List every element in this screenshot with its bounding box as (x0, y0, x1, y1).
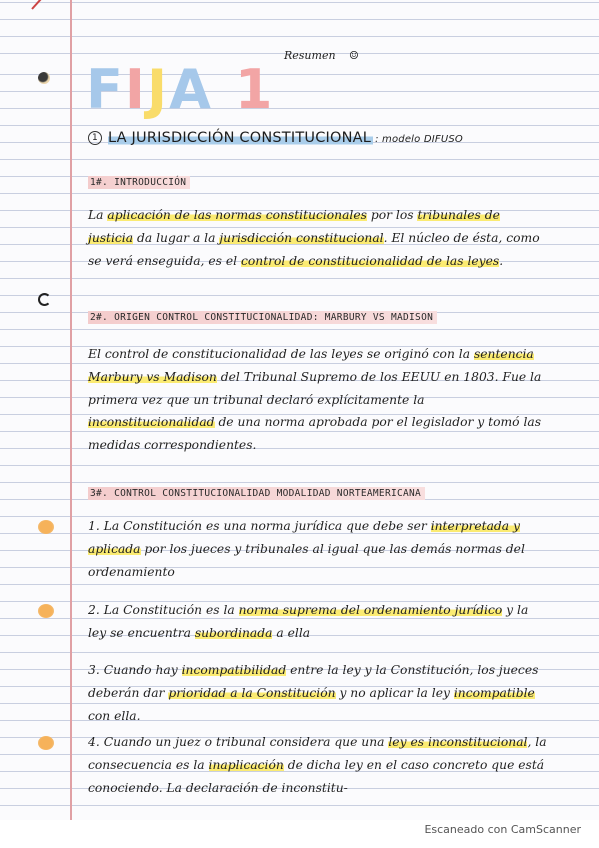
list-item-number: 4. (88, 735, 100, 749)
text-run: entre la ley y la Constitución, los jueces deberán dar (88, 663, 539, 700)
highlighted-text: prioridad a la Constitución (168, 685, 336, 700)
text-run: Cuando un juez o tribunal considera que una (103, 735, 389, 749)
binder-hole (38, 72, 50, 84)
heading-subtitle: : modelo DIFUSO (375, 134, 463, 145)
text-run: La Constitución es una norma jurídica que debe ser (103, 519, 431, 533)
text-run: Cuando hay (103, 663, 182, 677)
highlighted-text: norma suprema del ordenamiento jurídico (238, 603, 503, 617)
highlighted-text: incompatibilidad (181, 663, 287, 677)
highlighted-text: ley es inconstitucional (388, 735, 528, 749)
section-heading-introduccion: 1#. INTRODUCCIÓN (88, 176, 190, 189)
highlighted-text: sentencia Marbury vs Madison (88, 347, 534, 384)
list-item (88, 515, 548, 583)
list-item (88, 659, 548, 727)
scanner-watermark: Escaneado con CamScanner (424, 823, 581, 836)
text-run: por los (366, 208, 418, 222)
text-run: El control de constitucionalidad de las leyes se originó con la (88, 347, 474, 361)
text-run: da lugar a la (133, 230, 220, 245)
title-letter: 1 (234, 58, 275, 121)
highlighted-text: control de constitucionalidad de las leyes (241, 253, 500, 268)
binder-hole (38, 293, 51, 306)
paragraph-origen (88, 343, 548, 457)
title-letter: J (146, 58, 170, 121)
list-item (88, 731, 548, 799)
text-run: por los jueces y tribunales al igual que las demás normas del ordenamiento (88, 541, 525, 579)
text-run: y no aplicar la ley (335, 685, 454, 700)
text-run: y la ley se encuentra (88, 603, 529, 640)
text-run: . (499, 253, 504, 268)
fija-title (86, 58, 275, 121)
paragraph-introduccion (88, 204, 548, 272)
list-item-number: 3. (88, 663, 100, 677)
list-item-number: 1. (88, 519, 100, 533)
margin-line (70, 0, 72, 820)
text-run: de una norma aprobada por el legislador y tomó las medidas correspondientes. (88, 415, 542, 453)
list-item (88, 599, 548, 645)
highlighted-text: jurisdicción constitucional (219, 230, 384, 245)
heading-number: 1 (88, 131, 102, 145)
resumen-label: Resumen (284, 49, 336, 62)
smiley-icon: ☺ (349, 49, 359, 62)
highlighted-text: inconstitucionalidad (88, 415, 215, 430)
title-letter: A (169, 58, 213, 121)
text-run: a ella (272, 625, 311, 640)
main-heading (88, 130, 558, 146)
highlighted-text: inaplicación (208, 757, 284, 772)
heading-text: LA JURISDICCIÓN CONSTITUCIONAL (108, 130, 372, 146)
text-run: del Tribunal Supremo de los EEUU en 1803. Fue la primera vez que un tribunal declaró explícitamente la (88, 369, 542, 407)
highlighted-text: subordinada (194, 625, 273, 640)
text-run: con ella. (88, 708, 141, 723)
resumen-note (284, 49, 359, 62)
text-run: . El núcleo de ésta, como se verá enseguida, es el (88, 230, 540, 268)
binder-hole (38, 520, 54, 534)
highlighted-text: incompatible (453, 685, 535, 700)
text-run: , la consecuencia es la (88, 735, 547, 772)
title-letter: I (124, 58, 147, 121)
binder-hole (38, 736, 54, 750)
highlighted-text: interpretada y aplicada (88, 519, 520, 556)
text-run: La (88, 208, 108, 222)
list-item-number: 2. (88, 603, 100, 617)
section-heading-modalidad: 3#. CONTROL CONSTITUCIONALIDAD MODALIDAD NORTEAMERICANA (88, 487, 425, 500)
binder-hole (38, 604, 54, 618)
section-heading-origen: 2#. ORIGEN CONTROL CONSTITUCIONALIDAD: MARBURY VS MADISON (88, 311, 437, 324)
title-letter: F (86, 58, 125, 121)
pen-mark (31, 0, 51, 10)
text-run: de dicha ley en el caso concreto que está conociendo. La declaración de inconstitu- (88, 757, 545, 795)
highlighted-text: aplicación de las normas constitucionales (107, 208, 367, 222)
text-run: La Constitución es la (103, 603, 239, 617)
highlighted-text: tribunales de justicia (88, 208, 500, 245)
